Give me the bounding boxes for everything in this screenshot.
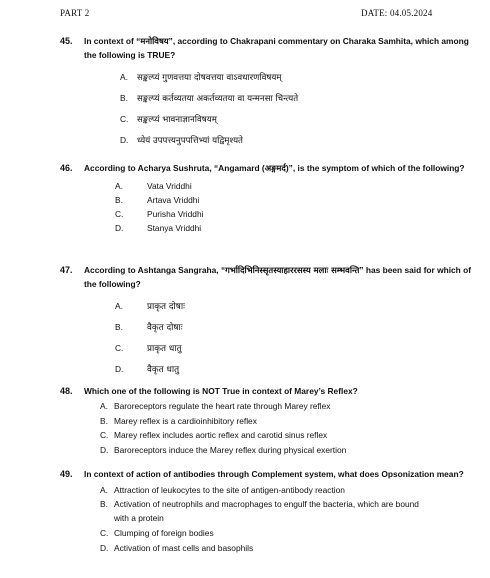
option-c[interactable]: C. Clumping of foreign bodies — [100, 527, 214, 538]
option-d[interactable]: D. Stanya Vriddhi — [115, 223, 202, 233]
option-b[interactable]: B. Marey reflex is a cardioinhibitory reflex — [100, 415, 257, 426]
option-c[interactable]: C. सङ्कल्प्यं भावनाज्ञानविषयम् — [120, 113, 217, 125]
question-47 — [60, 263, 476, 379]
question-number: 47. — [60, 265, 73, 275]
question-text: According to Acharya Sushruta, “Angamard (अङ्गमर्द)”, is the symptom of which of the following? — [84, 163, 465, 173]
question-text: According to Ashtanga Sangraha, “गर्भादिभिनिस्सृतस्याहाररसस्य मलाः सम्भवन्ति” has been said for which of the following? — [84, 265, 472, 289]
question-49 — [60, 467, 476, 555]
option-c[interactable]: C. प्राकृत धातु — [115, 342, 182, 354]
option-b[interactable]: B. Artava Vriddhi — [115, 195, 200, 205]
exam-date: DATE: 04.05.2024 — [361, 8, 433, 18]
question-text: Which one of the following is NOT True in context of Marey’s Reflex? — [84, 386, 358, 396]
question-number: 49. — [60, 469, 73, 479]
part-label: PART 2 — [60, 8, 90, 18]
option-b[interactable]: B. वैकृत दोषाः — [115, 321, 183, 333]
question-46 — [60, 161, 476, 235]
option-a[interactable]: A. Attraction of leukocytes to the site of antigen-antibody reaction — [100, 484, 345, 495]
option-d[interactable]: D. Baroreceptors induce the Marey reflex during physical exertion — [100, 444, 347, 455]
question-text: In context of action of antibodies through Complement system, what does Opsonization mean? — [84, 469, 464, 479]
option-a[interactable]: A. सङ्कल्प्यं गुणवत्तया दोषवत्तया वाऽवधारणविषयम् — [120, 71, 282, 83]
option-b[interactable]: B. सङ्कल्प्यं कर्तव्यतया अकर्तव्यतया वा यन्मनसा चिन्त्यते — [120, 92, 299, 104]
option-c[interactable]: C. Purisha Vriddhi — [115, 209, 204, 219]
option-d[interactable]: D. Activation of mast cells and basophils — [100, 542, 254, 553]
question-48 — [60, 384, 476, 457]
option-b[interactable]: B. Activation of neutrophils and macrophages to engulf the bacteria, which are bound with a protein — [100, 499, 419, 523]
question-number: 48. — [60, 386, 73, 396]
option-c[interactable]: C. Marey reflex includes aortic reflex and carotid sinus reflex — [100, 430, 328, 441]
option-a[interactable]: A. Vata Vriddhi — [115, 181, 192, 191]
option-a[interactable]: A. प्राकृत दोषाः — [115, 300, 185, 312]
option-a[interactable]: A. Baroreceptors regulate the heart rate through Marey reflex — [100, 401, 331, 412]
option-d[interactable]: D. वैकृत धातु — [115, 363, 180, 375]
question-text: In context of “मनोविषय”, according to Chakrapani commentary on Charaka Samhita, which among the following is TRUE? — [84, 36, 469, 60]
question-number: 46. — [60, 163, 73, 173]
option-d[interactable]: D. ध्येयं उपपत्त्यनुपपत्तिभ्यां यद्विमृश्यते — [120, 134, 243, 146]
question-number: 45. — [60, 36, 73, 46]
question-45 — [60, 34, 476, 150]
